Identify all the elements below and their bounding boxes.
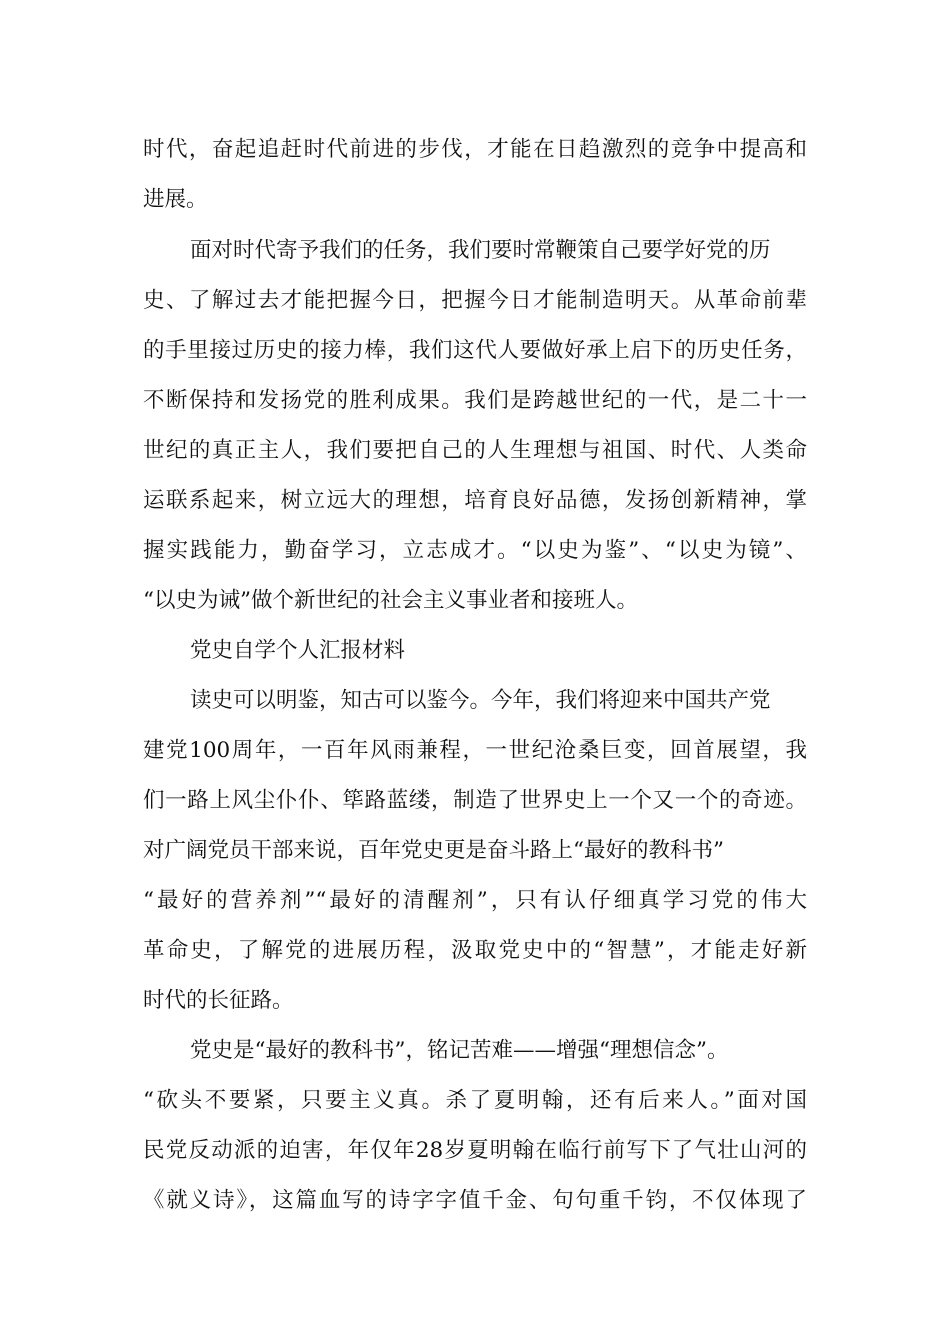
section-heading: 党史自学个人汇报材料: [190, 638, 406, 663]
text-line: 建党100周年，一百年风雨兼程，一世纪沧桑巨变，回首展望，我: [143, 738, 807, 763]
paragraph-start-line: 读史可以明鉴，知古可以鉴今。今年，我们将迎来中国共产党: [190, 688, 771, 713]
text-line: 进展。: [143, 187, 208, 212]
text-line: 的手里接过历史的接力棒，我们这代人要做好承上启下的历史任务，: [143, 338, 807, 363]
paragraph-start-line: 党史是“最好的教科书”，铭记苦难——增强“理想信念”。: [190, 1038, 729, 1063]
text-line: 革命史，了解党的进展历程，汲取党史中的“智慧”，才能走好新: [143, 938, 807, 963]
text-line: “以史为诫”做个新世纪的社会主义事业者和接班人。: [143, 588, 638, 613]
text-line: 史、了解过去才能把握今日，把握今日才能制造明天。从革命前辈: [143, 288, 807, 313]
text-line: 对广阔党员干部来说，百年党史更是奋斗路上“最好的教科书”: [143, 838, 724, 863]
text-line: 《就义诗》，这篇血写的诗字字值千金、句句重千钧，不仅体现了: [143, 1188, 807, 1213]
paragraph-start-line: 面对时代寄予我们的任务，我们要时常鞭策自己要学好党的历: [190, 238, 771, 263]
text-line: 握实践能力，勤奋学习，立志成才。“以史为鉴”、“以史为镜”、: [143, 538, 807, 563]
text-line: 不断保持和发扬党的胜利成果。我们是跨越世纪的一代，是二十一: [143, 388, 807, 413]
text-line: 运联系起来，树立远大的理想，培育良好品德，发扬创新精神，掌: [143, 488, 807, 513]
text-line: 们一路上风尘仆仆、筚路蓝缕，制造了世界史上一个又一个的奇迹。: [143, 788, 807, 813]
text-line: 世纪的真正主人，我们要把自己的人生理想与祖国、时代、人类命: [143, 438, 807, 463]
text-line: “砍头不要紧，只要主义真。杀了夏明翰，还有后来人。”面对国: [143, 1088, 807, 1113]
text-line: 时代的长征路。: [143, 988, 294, 1013]
text-line: 民党反动派的迫害，年仅年28岁夏明翰在临行前写下了气壮山河的: [143, 1138, 807, 1163]
text-line: “最好的营养剂”“最好的清醒剂”，只有认仔细真学习党的伟大: [143, 888, 807, 913]
text-line: 时代，奋起追赶时代前进的步伐，才能在日趋激烈的竞争中提高和: [143, 137, 807, 162]
